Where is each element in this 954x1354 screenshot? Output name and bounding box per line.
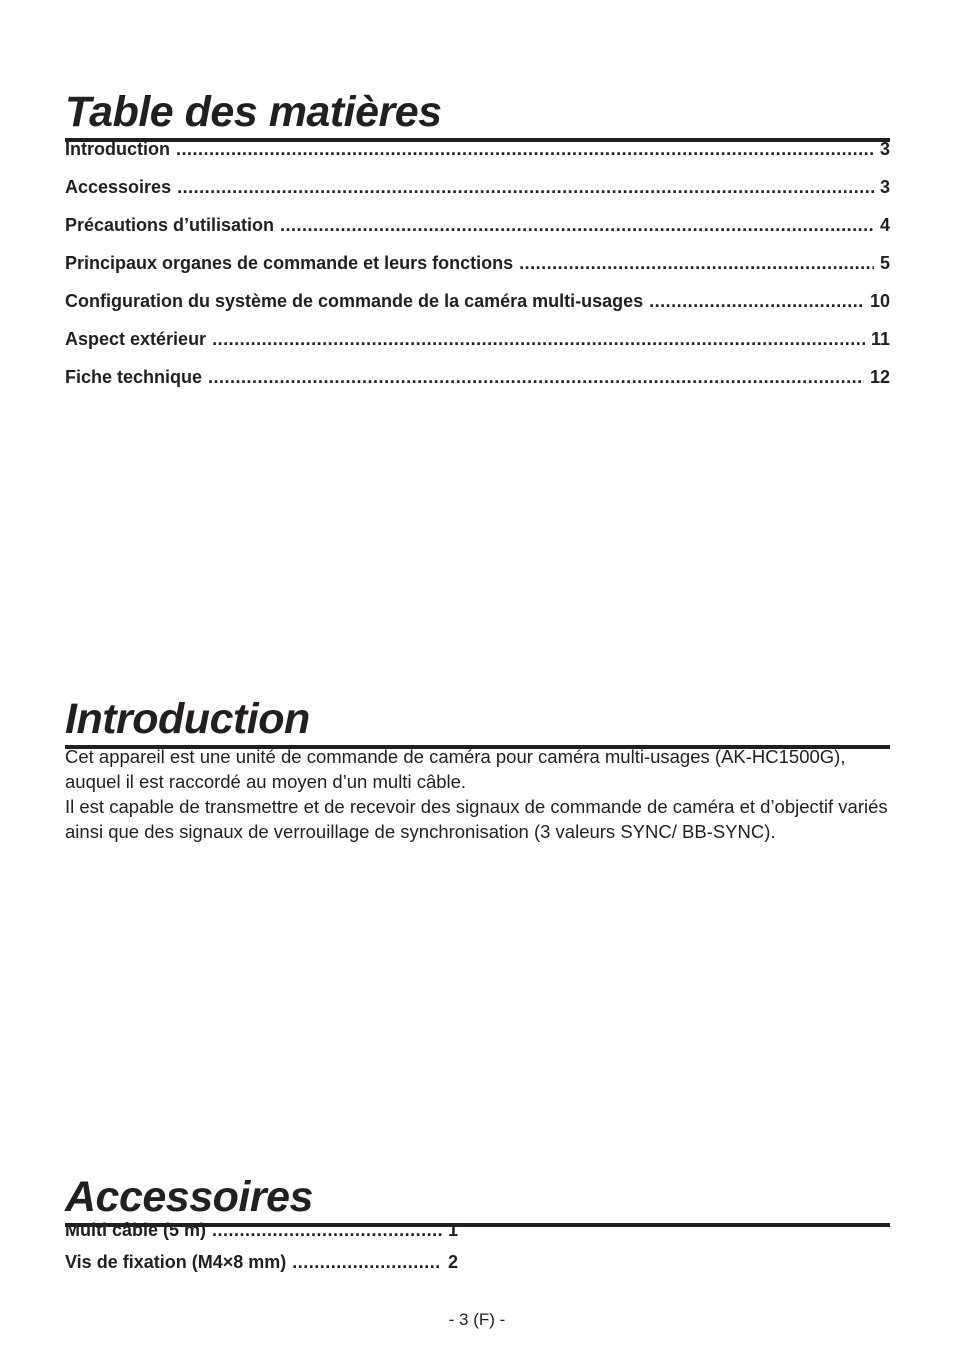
toc-entry-page: 11 [870, 329, 890, 349]
dot-leader [649, 291, 864, 312]
toc-entry-label: Précautions d’utilisation [65, 215, 275, 235]
accessory-item [65, 1252, 458, 1284]
accessory-label: Multi câble (5 m) [65, 1220, 207, 1240]
table-of-contents [65, 139, 890, 405]
accessory-item [65, 1220, 458, 1252]
toc-entry-page: 12 [869, 367, 890, 387]
dot-leader [208, 367, 864, 388]
toc-entry-page: 4 [879, 215, 890, 235]
dot-leader [176, 139, 874, 160]
toc-entry-label: Aspect extérieur [65, 329, 207, 349]
dot-leader [212, 329, 865, 350]
accessories-list [65, 1220, 458, 1284]
toc-entry[interactable] [65, 177, 890, 215]
accessory-label: Vis de fixation (M4×8 mm) [65, 1252, 287, 1272]
toc-entry-label: Principaux organes de commande et leurs fonctions [65, 253, 514, 273]
toc-entry[interactable] [65, 215, 890, 253]
dot-leader [292, 1252, 442, 1273]
toc-entry-page: 3 [879, 177, 890, 197]
toc-entry[interactable] [65, 139, 890, 177]
page-number: - 3 (F) - [448, 1310, 506, 1329]
toc-entry-page: 3 [879, 139, 890, 159]
toc-entry-label: Accessoires [65, 177, 172, 197]
toc-entry[interactable] [65, 253, 890, 291]
introduction-paragraph: Cet appareil est une unité de commande de caméra pour caméra multi-usages (AK-HC1500G), auquel il est raccordé au moyen d’un multi câble. [65, 746, 846, 792]
toc-entry[interactable] [65, 367, 890, 405]
toc-entry-label: Fiche technique [65, 367, 203, 387]
dot-leader [212, 1220, 442, 1241]
toc-entry[interactable] [65, 329, 890, 367]
toc-entry-page: 10 [869, 291, 890, 311]
introduction-title: Introduction [65, 698, 890, 749]
introduction-body [65, 744, 895, 844]
toc-entry-label: Configuration du système de commande de la caméra multi-usages [65, 291, 644, 311]
accessory-quantity: 1 [447, 1220, 458, 1240]
dot-leader [519, 253, 874, 274]
toc-entry-page: 5 [879, 253, 890, 273]
toc-entry[interactable] [65, 291, 890, 329]
introduction-paragraph: Il est capable de transmettre et de recevoir des signaux de commande de caméra et d’objectif variés ainsi que des signaux de verrouillage de synchronisation (3 valeurs SYNC/ BB-SYNC). [65, 796, 888, 842]
toc-entry-label: Introduction [65, 139, 170, 159]
accessoires-title: Accessoires [65, 1176, 890, 1227]
dot-leader [177, 177, 874, 198]
accessory-quantity: 2 [447, 1252, 458, 1272]
toc-title: Table des matières [65, 91, 890, 142]
dot-leader [280, 215, 874, 236]
